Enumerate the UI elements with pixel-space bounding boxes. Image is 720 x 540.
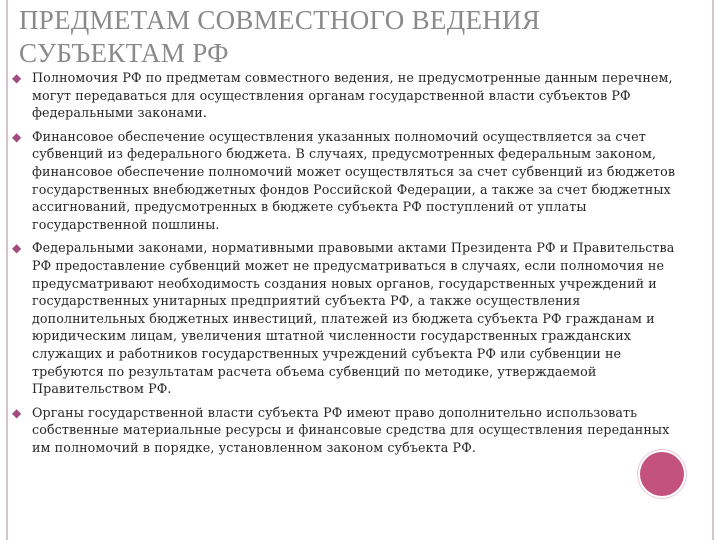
bullet-item <box>12 404 684 457</box>
bullet-item <box>12 128 684 234</box>
bullet-text: Органы государственной власти субъекта РФ имеют право дополнительно использовать собственные материальные ресурсы и финансовые средства для осуществления переданных им полномочий в порядке, установленном законом субъекта РФ. <box>32 404 670 455</box>
bullet-text: Полномочия РФ по предметам совместного ведения, не предусмотренные данным перечнем, могут передаваться для осуществления органам государственной власти субъектов РФ федеральными законами. <box>32 70 673 121</box>
bullet-item <box>12 69 684 122</box>
bullet-list <box>12 69 684 462</box>
slide-frame-right <box>712 0 714 540</box>
bullet-marker-icon: ◆ <box>12 129 22 144</box>
bullet-marker-icon: ◆ <box>12 241 22 256</box>
bullet-text: Федеральными законами, нормативными правовыми актами Президента РФ и Правительства РФ предоставление субвенций может не предусматриваться в случаях, если полномочия не предусматривают необходимость создания новых органов, государственных учреждений и государственных унитарных предприятий субъекта РФ, а также осуществления дополнительных бюджетных инвестиций, платежей из бюджета субъекта РФ гражданам и юридическим лицам, увеличения штатной численности государственных гражданских служащих и работников государственных учреждений субъекта РФ или субвенции не требуются по результатам расчета объема субвенций по методике, утверждаемой Правительством РФ. <box>32 240 675 397</box>
decorative-circle-icon <box>640 452 684 496</box>
slide-title: ПРЕДМЕТАМ СОВМЕСТНОГО ВЕДЕНИЯ СУБЪЕКТАМ РФ <box>19 5 541 68</box>
bullet-marker-icon: ◆ <box>12 71 22 85</box>
bullet-item <box>12 239 684 397</box>
bullet-text: Финансовое обеспечение осуществления указанных полномочий осуществляется за счет субвенций из федерального бюджета. В случаях, предусмотренных федеральным законом, финансовое обеспечение полномочий может осуществляться за счет субвенций из бюджетов государственных внебюджетных фондов Российской Федерации, а также за счет бюджетных ассигнований, предусмотренных в бюджете субъекта РФ поступлений от уплаты государственной пошлины. <box>32 128 676 232</box>
slide-frame-left <box>6 0 8 540</box>
bullet-marker-icon: ◆ <box>12 405 22 420</box>
